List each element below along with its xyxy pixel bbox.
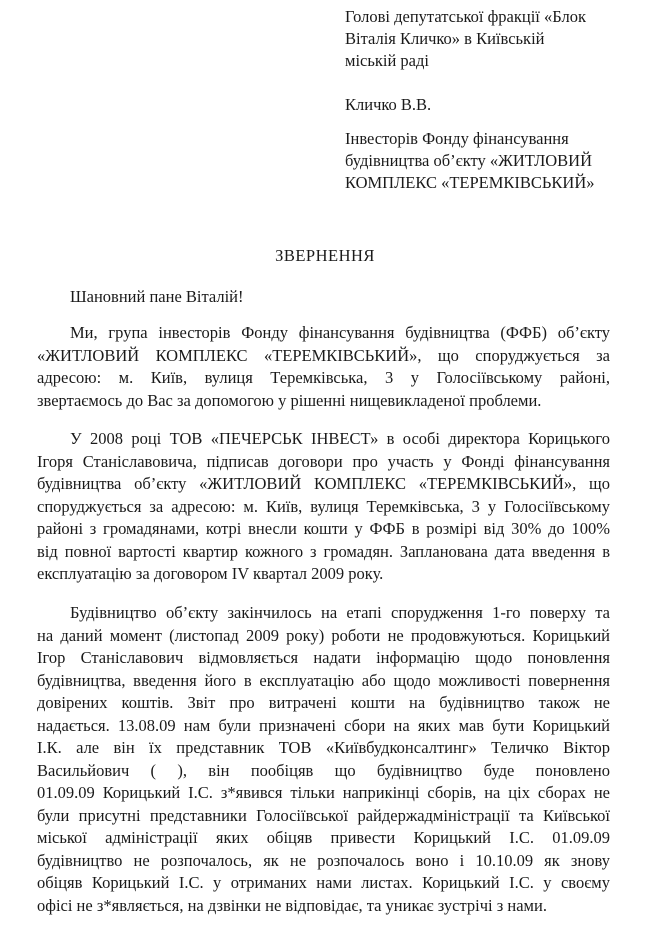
paragraph-line: були присутні представники Голосіївської райдержадміністрації та Київської — [37, 805, 610, 825]
paragraph-line: І.К. але він їх представник ТОВ «Київбудконсалтинг» Теличко Віктор — [37, 738, 610, 757]
document-heading: ЗВЕРНЕННЯ — [275, 246, 375, 265]
recipient-line: Голові депутатської фракції «Блок — [345, 7, 587, 26]
recipient-block — [345, 6, 645, 72]
paragraph-line: міської адміністрації яких обіцяв привести Корицький І.С. 01.09.09 — [37, 828, 610, 847]
sender-line: будівництва об’єкту «ЖИТЛОВИЙ — [345, 151, 593, 170]
paragraph-line: Ігоря Станіславовича, підписав договори про участь у Фонді фінансування — [37, 451, 610, 471]
paragraph-line: «ЖИТЛОВИЙ КОМПЛЕКС «ТЕРЕМКІВСЬКИЙ», що споруджується за — [37, 345, 610, 365]
paragraph-line: офісі не з*являється, на дзвінки не відповідає, та уникає зустрічі з нами. — [37, 895, 547, 915]
recipient-line: міській раді — [345, 51, 429, 70]
sender-line: Інвесторів Фонду фінансування — [345, 129, 569, 148]
recipient-name: Кличко В.В. — [345, 95, 432, 114]
paragraph-line: споруджується за адресою: м. Київ, вулиця Теремківська, 3 у Голосіївському — [37, 496, 610, 516]
paragraph-line: Ігор Станіславович відмовляється надати інформацію щодо поновлення — [37, 648, 610, 667]
sender-block — [345, 128, 645, 194]
paragraph-line: на даний момент (листопад 2009 року) роботи не продовжуються. Корицький — [37, 625, 610, 645]
paragraph-line: Васильйович ( ), він пообіцяв що будівництво буде поновлено — [37, 760, 610, 780]
paragraph-line: обіцяв Корицький І.С. у отриманих нами листах. Корицький І.С. у своєму — [37, 873, 610, 892]
paragraph-3 — [37, 602, 610, 917]
paragraph-line: експлуатацію за договором IV квартал 2009 року. — [37, 564, 384, 583]
paragraph-line: 01.09.09 Корицький І.С. з*явився тільки наприкінці сборів, на ціх сборах не — [37, 783, 610, 802]
paragraph-line: У 2008 році ТОВ «ПЕЧЕРСЬК ІНВЕСТ» в особі директора Корицького — [70, 429, 610, 448]
paragraph-line: звертаємось до Вас за допомогою у рішенні нищевикладеної проблеми. — [37, 390, 542, 410]
paragraph-line: будівництва об’єкту «ЖИТЛОВИЙ КОМПЛЕКС «ТЕРЕМКІВСЬКИЙ», що — [37, 474, 610, 493]
paragraph-line: будівництво не розпочалось, як не розпочалось воно і 10.10.09 як знову — [37, 850, 610, 870]
paragraph-line: адресою: м. Київ, вулиця Теремківська, 3 у Голосіївському районі, — [37, 368, 610, 387]
sender-line: КОМПЛЕКС «ТЕРЕМКІВСЬКИЙ» — [345, 173, 595, 192]
paragraph-1 — [37, 322, 610, 412]
paragraph-line: Будівництво об’єкту закінчилось на етапі спорудження 1-го поверху та — [70, 603, 610, 622]
paragraph-line: районі з громадянами, котрі внесли кошти у ФФБ в розмірі від 30% до 100% — [37, 519, 610, 538]
paragraph-line: будівництва, введення його в експлуатацію або щодо можливості повернення — [37, 670, 610, 690]
recipient-line: Віталія Кличко» в Київській — [345, 29, 545, 48]
paragraph-line: Ми, група інвесторів Фонду фінансування будівництва (ФФБ) об’єкту — [70, 323, 610, 342]
paragraph-line: довірених коштів. Звіт про витрачені кошти на будівництво також не — [37, 693, 610, 712]
paragraph-2 — [37, 428, 610, 586]
paragraph-line: надається. 13.08.09 нам були призначені сбори на яких мав бути Корицький — [37, 715, 610, 735]
greeting: Шановний пане Віталій! — [70, 287, 244, 306]
paragraph-line: від повної вартості квартир кожного з громадян. Запланована дата введення в — [37, 541, 610, 561]
